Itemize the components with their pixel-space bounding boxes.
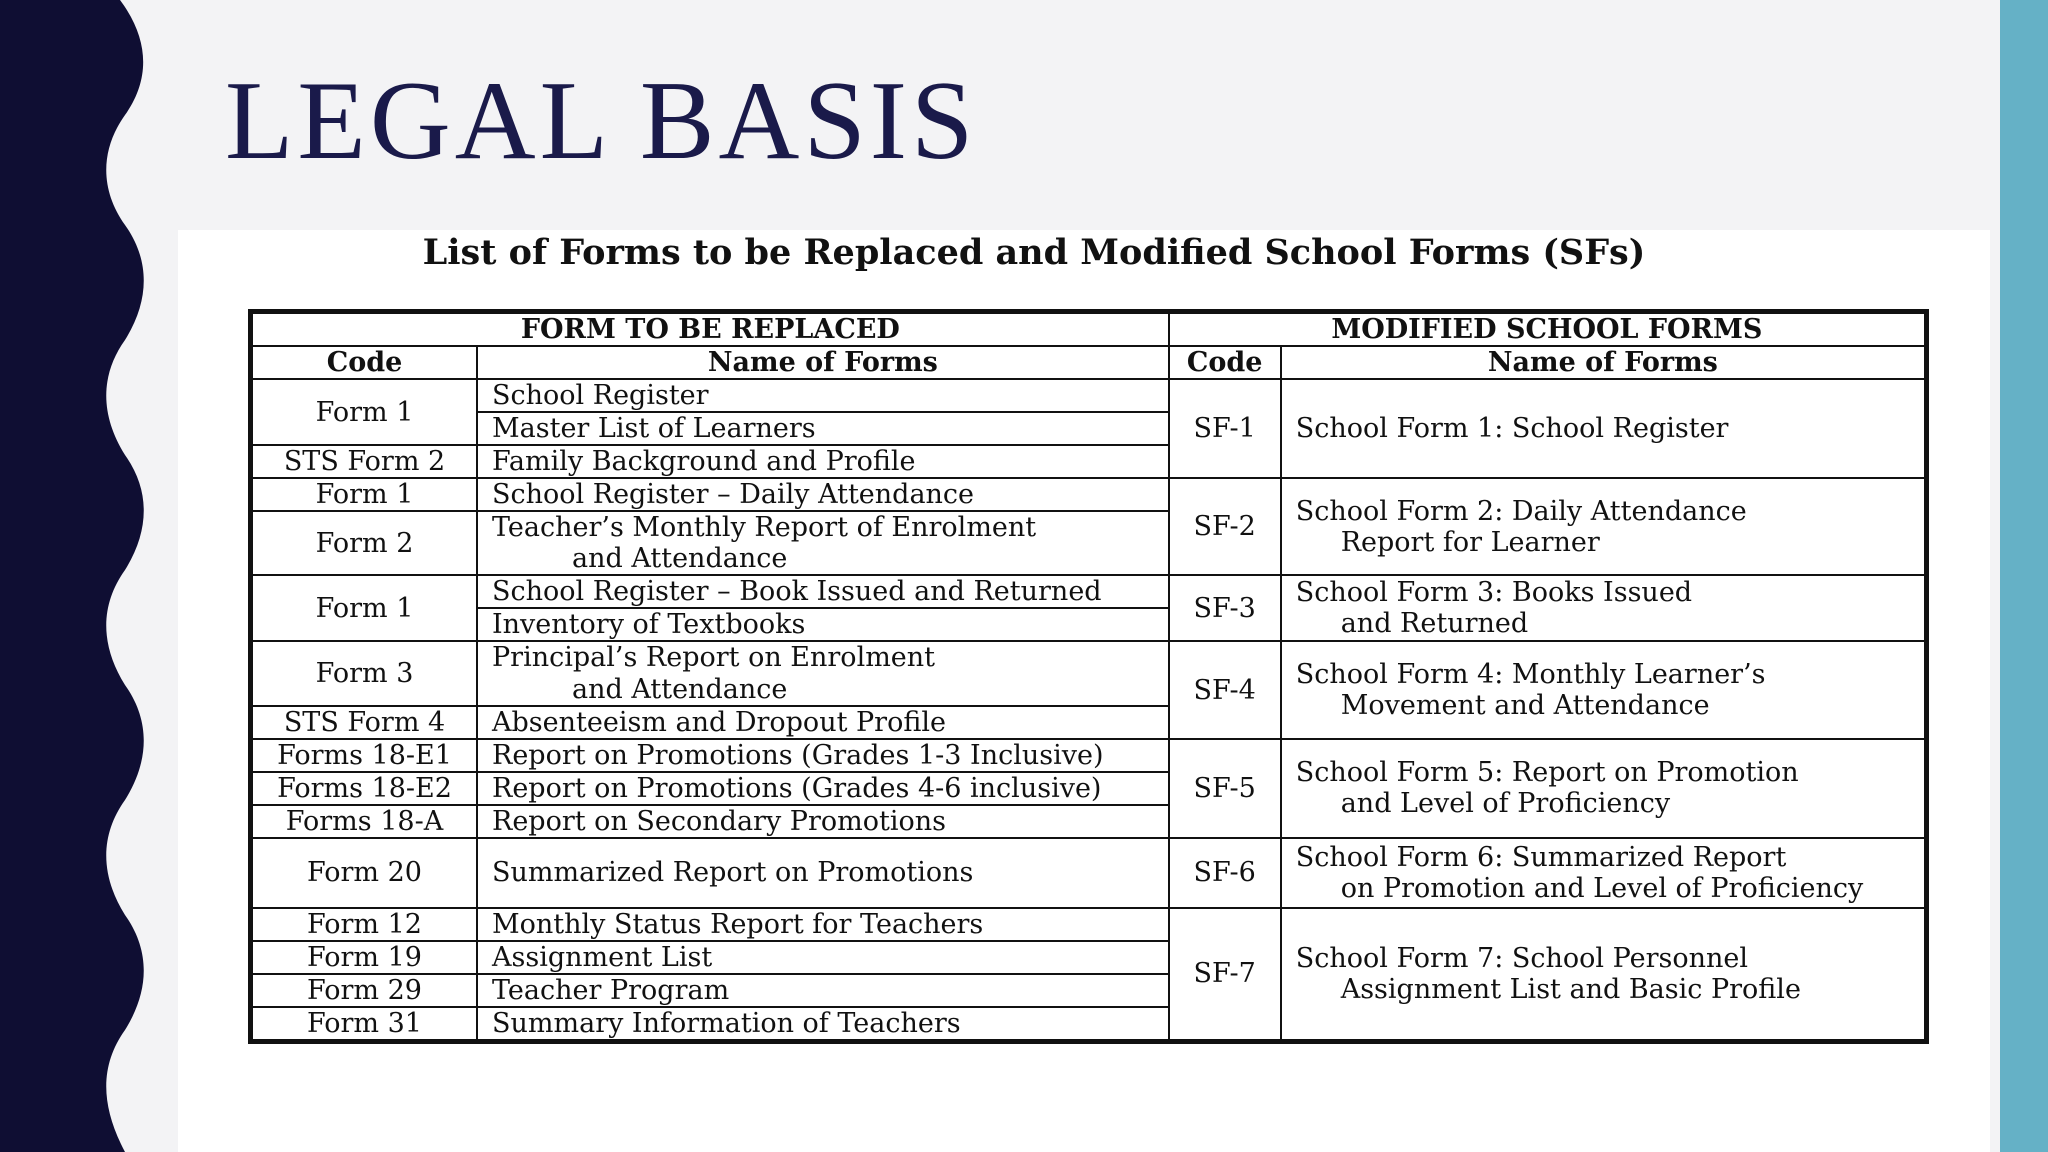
old-form-name: School Register – Book Issued and Returned xyxy=(477,575,1169,608)
old-code: Form 12 xyxy=(252,908,477,941)
old-code: Form 1 xyxy=(252,379,477,445)
column-header-name: Name of Forms xyxy=(1281,346,1925,379)
sf-name: School Form 4: Monthly Learner’s Movement and Attendance xyxy=(1281,641,1925,738)
old-form-name: Report on Promotions (Grades 1-3 Inclusive) xyxy=(477,739,1169,772)
table-row xyxy=(252,575,1925,608)
old-code: Forms 18-A xyxy=(252,805,477,838)
sf-code: SF-2 xyxy=(1169,478,1281,575)
sf-code: SF-1 xyxy=(1169,379,1281,478)
old-form-name: Principal’s Report on Enrolment and Attendance xyxy=(477,641,1169,705)
old-form-name: Teacher’s Monthly Report of Enrolment and Attendance xyxy=(477,511,1169,575)
old-form-name: Teacher Program xyxy=(477,974,1169,1007)
table-row xyxy=(252,379,1925,412)
right-accent-bar xyxy=(2000,0,2048,1152)
old-form-name: Report on Secondary Promotions xyxy=(477,805,1169,838)
old-form-name: School Register – Daily Attendance xyxy=(477,478,1169,511)
old-form-name: Inventory of Textbooks xyxy=(477,608,1169,641)
sf-name: School Form 2: Daily Attendance Report for Learner xyxy=(1281,478,1925,575)
group-header-modified: MODIFIED SCHOOL FORMS xyxy=(1169,313,1925,346)
old-code: Form 31 xyxy=(252,1007,477,1040)
old-form-name: Monthly Status Report for Teachers xyxy=(477,908,1169,941)
old-form-name: Absenteeism and Dropout Profile xyxy=(477,706,1169,739)
old-code: STS Form 2 xyxy=(252,445,477,478)
group-header-replaced: FORM TO BE REPLACED xyxy=(252,313,1169,346)
sf-code: SF-4 xyxy=(1169,641,1281,738)
old-code: Form 1 xyxy=(252,478,477,511)
old-form-name: Master List of Learners xyxy=(477,412,1169,445)
old-code: STS Form 4 xyxy=(252,706,477,739)
sf-name: School Form 5: Report on Promotion and Level of Proficiency xyxy=(1281,739,1925,838)
old-code: Forms 18-E2 xyxy=(252,772,477,805)
old-form-name: Summarized Report on Promotions xyxy=(477,838,1169,908)
old-code: Form 3 xyxy=(252,641,477,705)
table-row xyxy=(252,908,1925,941)
slide-title: LEGAL BASIS xyxy=(225,59,978,183)
table-row xyxy=(252,838,1925,908)
sf-name: School Form 3: Books Issued and Returned xyxy=(1281,575,1925,641)
old-code: Forms 18-E1 xyxy=(252,739,477,772)
column-header-code: Code xyxy=(1169,346,1281,379)
forms-table xyxy=(251,312,1926,1041)
old-code: Form 29 xyxy=(252,974,477,1007)
sf-name: School Form 1: School Register xyxy=(1281,379,1925,478)
table-row xyxy=(252,739,1925,772)
document-heading: List of Forms to be Replaced and Modified School Forms (SFs) xyxy=(422,232,1646,273)
table-row xyxy=(252,478,1925,511)
sf-code: SF-5 xyxy=(1169,739,1281,838)
old-form-name: Family Background and Profile xyxy=(477,445,1169,478)
column-header-code: Code xyxy=(252,346,477,379)
old-form-name: Report on Promotions (Grades 4-6 inclusive) xyxy=(477,772,1169,805)
sf-code: SF-6 xyxy=(1169,838,1281,908)
wavy-left-border xyxy=(0,0,160,1152)
sf-name: School Form 6: Summarized Report on Promotion and Level of Proficiency xyxy=(1281,838,1925,908)
table-row xyxy=(252,641,1925,705)
old-code: Form 1 xyxy=(252,575,477,641)
sf-name: School Form 7: School Personnel Assignment List and Basic Profile xyxy=(1281,908,1925,1040)
column-header-name: Name of Forms xyxy=(477,346,1169,379)
old-code: Form 20 xyxy=(252,838,477,908)
sf-code: SF-7 xyxy=(1169,908,1281,1040)
sf-code: SF-3 xyxy=(1169,575,1281,641)
old-code: Form 19 xyxy=(252,941,477,974)
old-form-name: Summary Information of Teachers xyxy=(477,1007,1169,1040)
old-form-name: School Register xyxy=(477,379,1169,412)
old-form-name: Assignment List xyxy=(477,941,1169,974)
old-code: Form 2 xyxy=(252,511,477,575)
